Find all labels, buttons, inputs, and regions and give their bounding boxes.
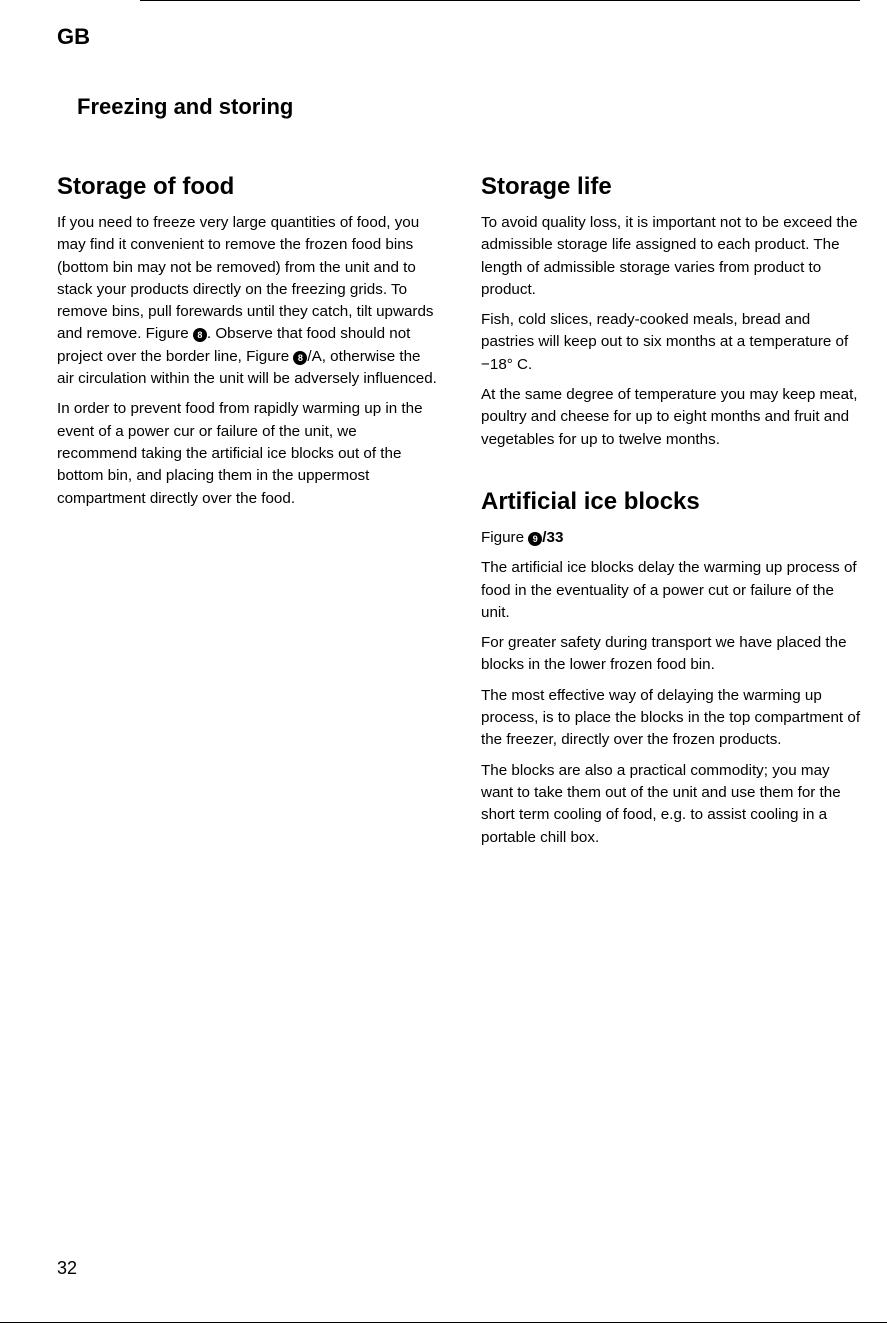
section-title: Freezing and storing xyxy=(77,94,294,119)
text-segment: /33 xyxy=(542,528,564,546)
storage-of-food-paragraph-2: In order to prevent food from rapidly warming up in the event of a power cur or failure of the unit, we recommend taking the artificial ice blocks out of the bottom bin, and placing them in the uppermost compartment directly over the food. xyxy=(57,400,423,507)
page-number: 32 xyxy=(57,1258,78,1278)
artificial-ice-blocks-heading: Artificial ice blocks xyxy=(481,487,700,515)
figure-number-icon: 8 xyxy=(193,328,207,342)
text-segment: /A, otherwise the air circulation within the unit will be adversely influenced. xyxy=(57,347,437,388)
ice-blocks-paragraph-2: For greater safety during transport we have placed the blocks in the lower frozen food bin. xyxy=(481,634,847,674)
ice-blocks-paragraph-3: The most effective way of delaying the warming up process, is to place the blocks in the top compartment of the freezer, directly over the frozen products. xyxy=(481,686,861,749)
storage-of-food-paragraph-1 xyxy=(57,212,437,390)
ice-blocks-paragraph-1: The artificial ice blocks delay the warming up process of food in the eventuality of a power cut or failure of the unit. xyxy=(481,559,857,621)
text-segment: Figure xyxy=(481,528,529,546)
storage-life-paragraph-2: Fish, cold slices, ready-cooked meals, bread and pastries will keep out to six months at a temperature of −18° C. xyxy=(481,311,849,373)
top-rule xyxy=(140,0,860,1)
figure-number-icon: 9 xyxy=(528,532,542,546)
storage-of-food-heading: Storage of food xyxy=(57,173,235,200)
text-segment: . Observe that food should not project over the border line, Figure xyxy=(57,325,411,365)
figure-number-icon: 8 xyxy=(293,351,307,365)
language-label: GB xyxy=(57,24,90,49)
right-column xyxy=(481,172,861,857)
figure-reference xyxy=(481,527,861,549)
storage-life-paragraph-3: At the same degree of temperature you may keep meat, poultry and cheese for up to eight months and fruit and vegetables for up to twelve months. xyxy=(481,386,858,448)
left-column xyxy=(57,172,437,518)
text-segment: If you need to freeze very large quantities of food, you may find it convenient to remove the frozen food bins (bottom bin may not be removed) from the unit and to stack your products directly on the freezing grids. To remove bins, pull forewards until they catch, tilt upwards and remove. Figure xyxy=(57,214,434,343)
ice-blocks-paragraph-4: The blocks are also a practical commodity; you may want to take them out of the unit and use them for the short term cooling of food, e.g. to assist cooling in a portable chill box. xyxy=(481,761,841,846)
storage-life-heading: Storage life xyxy=(481,173,612,200)
storage-life-paragraph-1: To avoid quality loss, it is important not to be exceed the admissible storage life assigned to each product. The length of admissible storage varies from product to product. xyxy=(481,214,858,298)
